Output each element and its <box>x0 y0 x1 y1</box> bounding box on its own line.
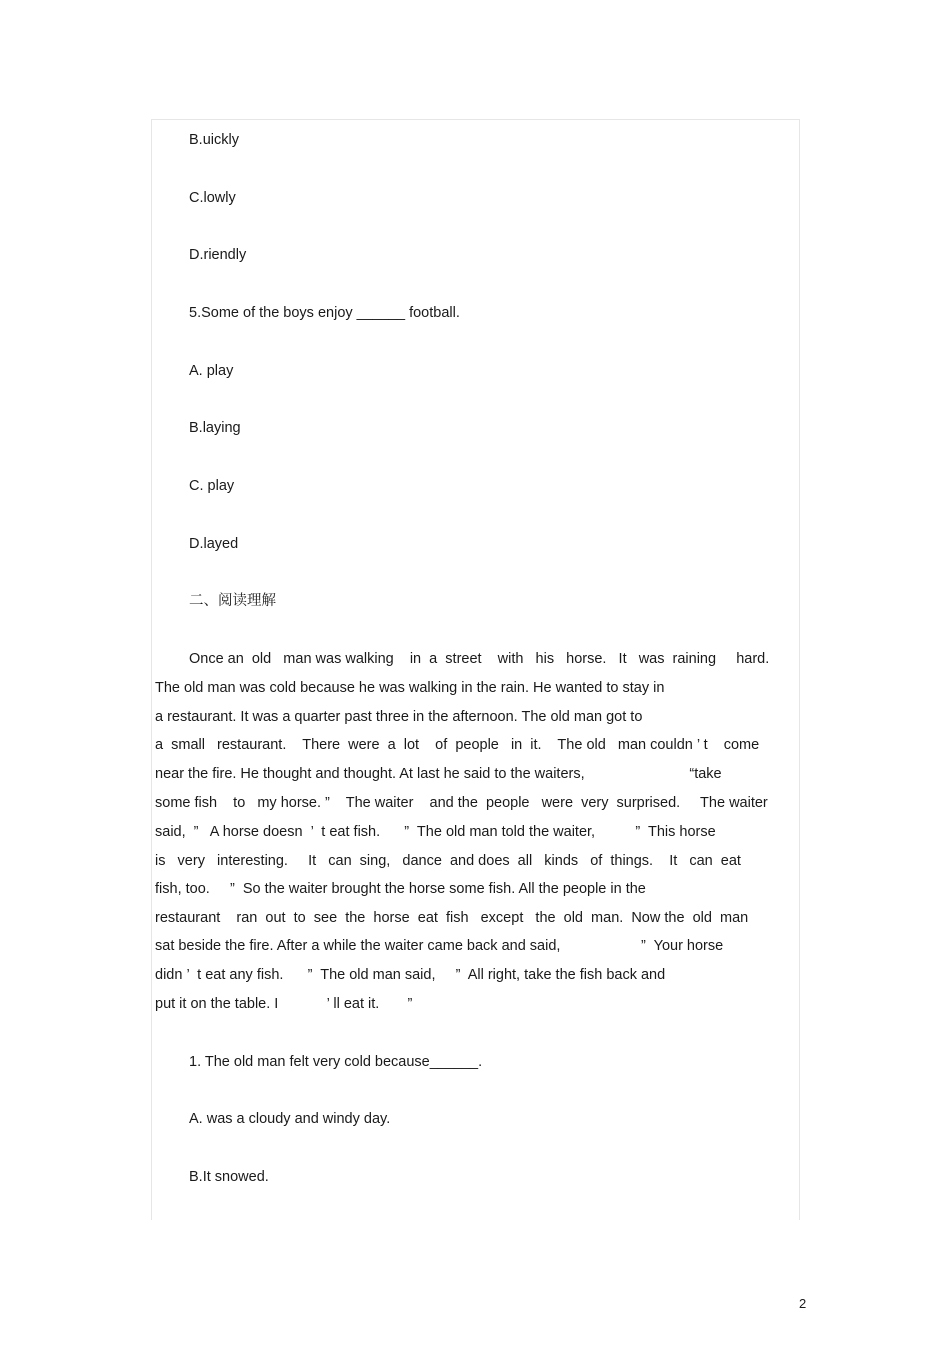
q5-option-d: D.layed <box>189 536 239 552</box>
q1-question: 1. The old man felt very cold because______. <box>189 1054 483 1070</box>
q4-option-c: C.lowly <box>189 190 236 206</box>
passage-line: said, ” A horse doesn ’ t eat fish. ” The old man told the waiter, ” This horse <box>155 824 716 840</box>
q5-option-c: C. play <box>189 478 235 494</box>
section-heading: 二、阅读理解 <box>189 593 276 609</box>
q4-option-d: D.riendly <box>189 247 247 263</box>
page-number: 2 <box>799 1296 807 1311</box>
passage-line: The old man was cold because he was walking in the rain. He wanted to stay in <box>155 680 665 696</box>
q4-option-b: B.uickly <box>189 132 239 148</box>
q1-option-a: A. was a cloudy and windy day. <box>189 1111 391 1127</box>
passage-line: Once an old man was walking in a street with his horse. It was raining hard. <box>189 651 770 667</box>
q5-question: 5.Some of the boys enjoy ______ football. <box>189 305 460 321</box>
passage-line: sat beside the fire. After a while the waiter came back and said, ” Your horse <box>155 938 724 954</box>
passage-line: fish, too. ” So the waiter brought the horse some fish. All the people in the <box>155 881 646 897</box>
passage-line: didn ’ t eat any fish. ” The old man said, ” All right, take the fish back and <box>155 967 666 983</box>
passage-line: some fish to my horse. ” The waiter and the people were very surprised. The waiter <box>155 795 768 811</box>
passage-line: a small restaurant. There were a lot of people in it. The old man couldn ’ t come <box>155 737 760 753</box>
passage-line: restaurant ran out to see the horse eat fish except the old man. Now the old man <box>155 910 749 926</box>
q1-option-b: B.It snowed. <box>189 1169 269 1185</box>
q5-option-b: B.laying <box>189 420 241 436</box>
passage-line: put it on the table. I ’ ll eat it. ” <box>155 996 413 1012</box>
q5-option-a: A. play <box>189 363 234 379</box>
passage-line: near the fire. He thought and thought. At last he said to the waiters, “take <box>155 766 722 782</box>
passage-line: is very interesting. It can sing, dance and does all kinds of things. It can eat <box>155 853 741 869</box>
passage-line: a restaurant. It was a quarter past three in the afternoon. The old man got to <box>155 709 643 725</box>
